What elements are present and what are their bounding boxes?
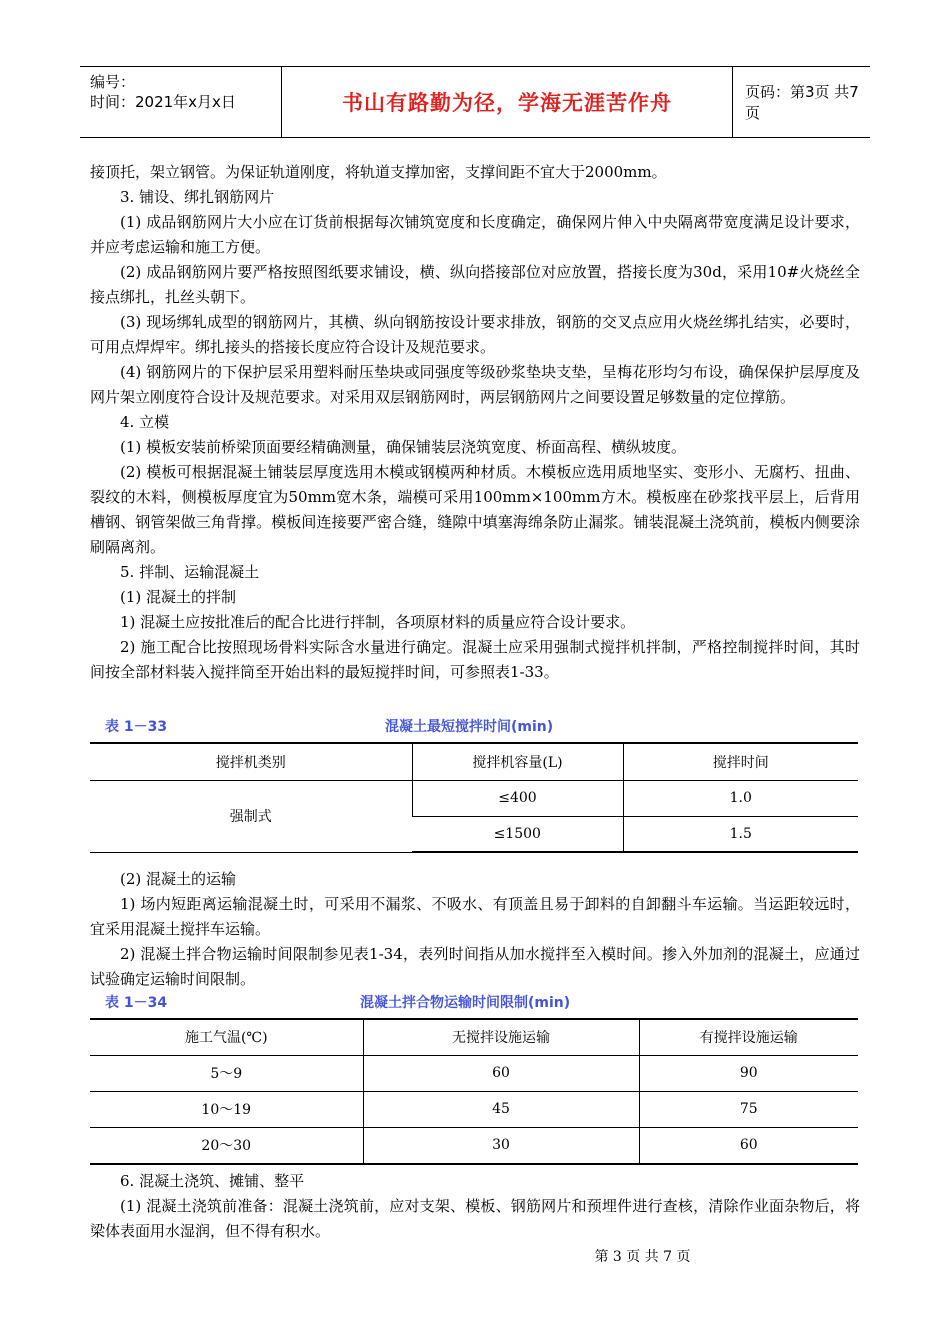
header-time: 时间：2021年x月x日	[90, 93, 236, 111]
table-cell: 60	[363, 1055, 639, 1091]
table-1-title: 混凝土最短搅拌时间(min)	[385, 719, 554, 735]
table-2-caption	[105, 992, 865, 1014]
table-header-cell: 有搅拌设施运输	[639, 1019, 858, 1055]
table-row	[90, 1091, 858, 1127]
table-cell: 30	[363, 1127, 639, 1164]
section-heading: 3. 铺设、绑扎钢筋网片	[120, 188, 275, 206]
table-1-caption	[105, 716, 865, 738]
subsection-heading: (1) 混凝土的拌制	[120, 588, 237, 606]
table-cell: 60	[639, 1127, 858, 1164]
table-header-cell: 搅拌机类别	[90, 743, 412, 780]
section-heading: 6. 混凝土浇筑、摊铺、整平	[120, 1172, 305, 1190]
table-cell: 5～9	[90, 1055, 363, 1091]
table-row	[90, 1055, 858, 1091]
body-text-c	[90, 1169, 860, 1244]
table-header-cell: 施工气温(℃)	[90, 1019, 363, 1055]
table-cell: 1.5	[623, 816, 858, 852]
paragraph: (2) 成品钢筋网片要严格按照图纸要求铺设，横、纵向搭接部位对应放置，搭接长度为30d，采用10#火烧丝全接点绑扎，扎丝头朝下。	[90, 263, 860, 306]
header-page-info: 页码：第3页 共7页	[745, 83, 859, 122]
body-text-b	[90, 867, 860, 992]
footer-page-number: 第 3 页 共 7 页	[594, 1249, 691, 1265]
page-footer	[0, 1246, 950, 1266]
section-heading: 5. 拌制、运输混凝土	[120, 563, 260, 581]
paragraph: (4) 钢筋网片的下保护层采用塑料耐压垫块或同强度等级砂浆垫块支垫，呈梅花形均匀布设，确保保护层厚度及网片架立刚度符合设计及规范要求。对采用双层钢筋网时，两层钢筋网片之间要设置足够数量的定位撑筋。	[90, 363, 860, 406]
table-1-number: 表 1－33	[105, 719, 168, 735]
paragraph: 接顶托，架立钢管。为保证轨道刚度，将轨道支撑加密，支撑间距不宜大于2000mm。	[90, 163, 667, 181]
table-cell: 75	[639, 1091, 858, 1127]
paragraph: (1) 成品钢筋网片大小应在订货前根据每次铺筑宽度和长度确定，确保网片伸入中央隔离带宽度满足设计要求，并应考虑运输和施工方便。	[90, 213, 860, 256]
paragraph: (2) 模板可根据混凝土铺装层厚度选用木模或钢模两种材质。木模板应选用质地坚实、变形小、无腐朽、扭曲、裂纹的木料，侧模板厚度宜为50mm宽木条，端模可采用100mm×100mm方木。模板座在砂浆找平层上，后背用槽钢、钢管架做三角背撑。模板间连接要严密合缝，缝隙中填塞海绵条防止漏浆。铺装混凝土浇筑前，模板内侧要涂刷隔离剂。	[90, 463, 860, 556]
body-text-a	[90, 160, 860, 685]
table-cell: ≤1500	[412, 816, 623, 852]
header-meta	[80, 67, 282, 137]
table-cell: ≤400	[412, 780, 623, 816]
subsection-heading: (2) 混凝土的运输	[120, 870, 237, 888]
page-header	[80, 66, 870, 138]
header-motto: 书山有路勤为径，学海无涯苦作舟	[282, 67, 733, 137]
table-cell: 90	[639, 1055, 858, 1091]
header-number: 编号：	[90, 73, 136, 91]
paragraph: (3) 现场绑轧成型的钢筋网片，其横、纵向钢筋按设计要求排放，钢筋的交叉点应用火烧丝绑扎结实，必要时，可用点焊焊牢。绑扎接头的搭接长度应符合设计及规范要求。	[90, 313, 860, 356]
paragraph: 1) 混凝土应按批准后的配合比进行拌制，各项原材料的质量应符合设计要求。	[120, 613, 636, 631]
table-header-cell: 搅拌机容量(L)	[412, 743, 623, 780]
table-cell: 20～30	[90, 1127, 363, 1164]
table-2-number: 表 1－34	[105, 995, 168, 1011]
section-heading: 4. 立模	[120, 413, 170, 431]
table-row	[90, 1127, 858, 1164]
paragraph: 2) 混凝土拌合物运输时间限制参见表1-34，表列时间指从加水搅拌至入模时间。掺入外加剂的混凝土，应通过试验确定运输时间限制。	[90, 945, 860, 988]
table-header-cell: 无搅拌设施运输	[363, 1019, 639, 1055]
table-cell: 强制式	[90, 780, 412, 852]
table-cell: 1.0	[623, 780, 858, 816]
table-cell: 45	[363, 1091, 639, 1127]
table-2-title: 混凝土拌合物运输时间限制(min)	[360, 995, 571, 1011]
table-mixing-time	[90, 742, 858, 853]
paragraph: 2) 施工配合比按照现场骨料实际含水量进行确定。混凝土应采用强制式搅拌机拌制，严格控制搅拌时间，其时间按全部材料装入搅拌筒至开始出料的最短搅拌时间，可参照表1-33。	[90, 638, 860, 681]
paragraph: (1) 混凝土浇筑前准备：混凝土浇筑前，应对支架、模板、钢筋网片和预埋件进行查核，清除作业面杂物后，将梁体表面用水湿润，但不得有积水。	[90, 1197, 860, 1240]
paragraph: (1) 模板安装前桥梁顶面要经精确测量，确保铺装层浇筑宽度、桥面高程、横纵坡度。	[120, 438, 687, 456]
table-transport-time	[90, 1018, 858, 1165]
paragraph: 1) 场内短距离运输混凝土时，可采用不漏浆、不吸水、有顶盖且易于卸料的自卸翻斗车运输。当运距较远时，宜采用混凝土搅拌车运输。	[90, 895, 860, 938]
table-header-cell: 搅拌时间	[623, 743, 858, 780]
table-row	[90, 780, 858, 816]
table-cell: 10～19	[90, 1091, 363, 1127]
